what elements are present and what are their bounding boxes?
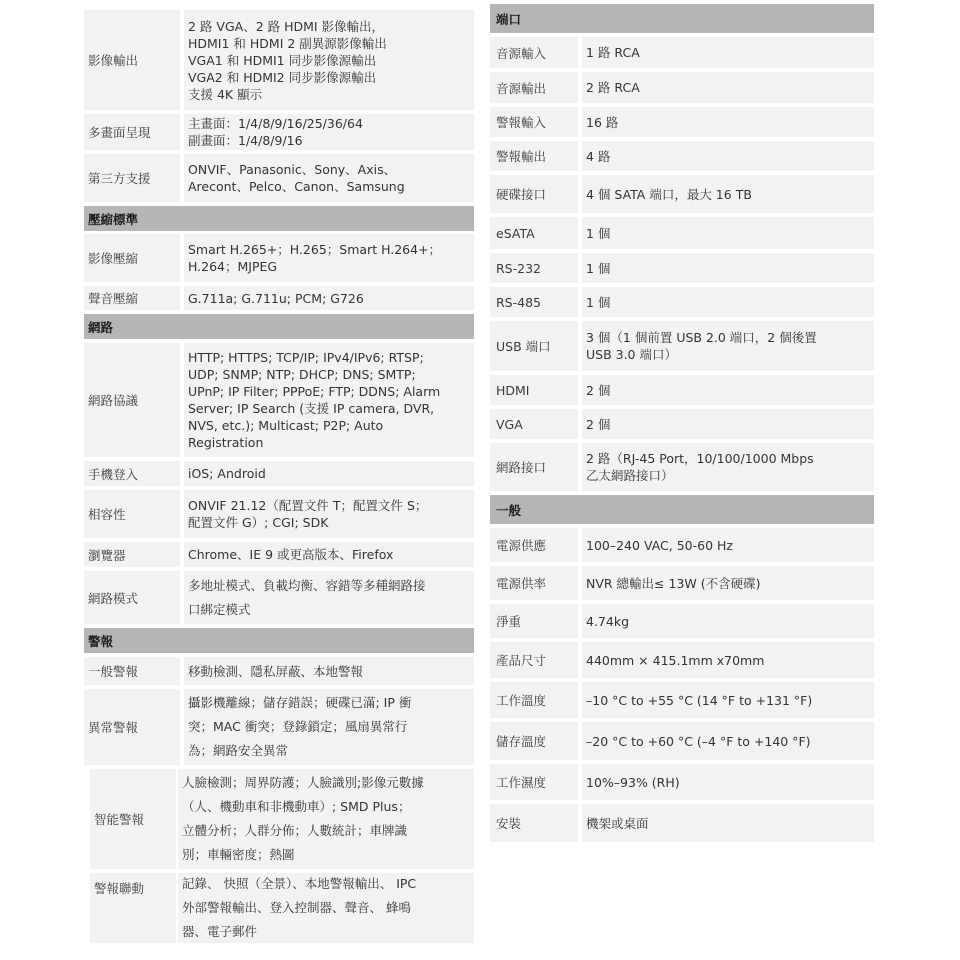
spec-value bbox=[582, 764, 874, 800]
spec-label: 異常警報 bbox=[84, 689, 180, 765]
spec-row-compatibility bbox=[84, 490, 474, 538]
spec-label: 淨重 bbox=[490, 604, 578, 638]
spec-value-text: 2 路 VGA、2 路 HDMI 影像輸出， HDMI1 和 HDMI 2 副異源影像輸出 VGA1 和 HDMI1 同步影像源輸出 VGA2 和 HDMI2 同步影像源輸出 支援 4K 顯示 bbox=[188, 18, 387, 102]
spec-row-browser bbox=[84, 542, 474, 567]
spec-label: 影像壓縮 bbox=[84, 234, 180, 282]
spec-value bbox=[582, 321, 874, 371]
spec-label: eSATA bbox=[490, 217, 578, 249]
spec-row-installation bbox=[490, 804, 874, 842]
spec-row-audio-compression bbox=[84, 286, 474, 310]
spec-row-rs232 bbox=[490, 253, 874, 283]
spec-value-text: 1 個 bbox=[586, 225, 611, 241]
spec-value-text: 機架或桌面 bbox=[586, 815, 649, 831]
spec-row-rs485 bbox=[490, 287, 874, 317]
spec-value-text: HTTP; HTTPS; TCP/IP; IPv4/IPv6; RTSP; UDP; SNMP; NTP; DHCP; DNS; SMTP; UPnP; IP Filter; PPPoE; FTP; DDNS; Alarm Server; IP Search (支援 IP camera, DVR, NVS, etc.); Multicast; P2P; Auto Registration bbox=[188, 350, 441, 450]
spec-value-text: Chrome、IE 9 或更高版本、Firefox bbox=[188, 547, 394, 562]
spec-label: 產品尺寸 bbox=[490, 642, 578, 678]
spec-value bbox=[582, 682, 874, 718]
spec-value bbox=[184, 542, 474, 567]
spec-value bbox=[178, 873, 474, 943]
spec-value bbox=[184, 10, 474, 110]
spec-value-text: 記錄、 快照（全景）、本地警報輸出、 IPC 外部警報輸出、登入控制器、聲音、 蜂鳴 器、電子郵件 bbox=[182, 876, 417, 939]
spec-label: 安裝 bbox=[490, 804, 578, 842]
spec-row-power-supply bbox=[490, 528, 874, 562]
spec-value bbox=[582, 566, 874, 600]
spec-label: 警報輸出 bbox=[490, 141, 578, 171]
spec-value bbox=[582, 604, 874, 638]
spec-value bbox=[582, 642, 874, 678]
spec-value-text: 2 路 RCA bbox=[586, 80, 640, 95]
section-header-compression: 壓縮標準 bbox=[84, 206, 474, 231]
spec-row-usb bbox=[490, 321, 874, 371]
spec-row-third-party bbox=[84, 154, 474, 202]
spec-value bbox=[582, 804, 874, 842]
spec-row-hdd-interface bbox=[490, 175, 874, 213]
spec-row-dimensions bbox=[490, 642, 874, 678]
spec-value-text: 攝影機離線；儲存錯誤；硬碟已滿; IP 衝 突；MAC 衝突；登錄鎖定；風扇異常行 為；網路安全異常 bbox=[188, 695, 412, 758]
spec-value-text: 主畫面：1/4/8/9/16/25/36/64 副畫面：1/4/8/9/16 bbox=[188, 116, 363, 148]
spec-value-text: iOS; Android bbox=[188, 466, 266, 481]
spec-value-text: 1 個 bbox=[586, 260, 611, 276]
spec-value-text: ONVIF、Panasonic、Sony、Axis、 Arecont、Pelco、Canon、Samsung bbox=[188, 162, 405, 194]
spec-row-smart-alarm bbox=[84, 769, 474, 869]
spec-label: 一般警報 bbox=[84, 657, 180, 685]
spec-row-video-compression bbox=[84, 234, 474, 282]
spec-value-text: 3 個（1 個前置 USB 2.0 端口，2 個後置 USB 3.0 端口） bbox=[586, 330, 817, 362]
spec-value bbox=[178, 769, 474, 869]
spec-value-text: 4 個 SATA 端口，最大 16 TB bbox=[586, 186, 752, 202]
spec-label: 瀏覽器 bbox=[84, 542, 180, 567]
spec-value-text: 人臉檢測；周界防護；人臉識別;影像元數據 （人、機動車和非機動車）; SMD Plus； 立體分析；人群分佈；人數統計；車牌識 別；車輛密度；熱圖 bbox=[182, 775, 424, 862]
spec-row-storage-temp bbox=[490, 722, 874, 760]
spec-label: 第三方支援 bbox=[84, 154, 180, 202]
spec-value-text: 多地址模式、負載均衡、容錯等多種網路接 口綁定模式 bbox=[188, 577, 426, 617]
spec-value bbox=[184, 571, 474, 624]
spec-value bbox=[184, 689, 474, 765]
spec-row-alarm-in bbox=[490, 107, 874, 137]
spec-row-network-protocol bbox=[84, 343, 474, 457]
spec-row-hdmi bbox=[490, 375, 874, 405]
spec-label: 聲音壓縮 bbox=[84, 286, 180, 310]
spec-value bbox=[582, 253, 874, 283]
spec-value bbox=[184, 286, 474, 310]
spec-row-operating-humidity bbox=[490, 764, 874, 800]
spec-label: 智能警報 bbox=[90, 769, 176, 869]
spec-row-alarm-out bbox=[490, 141, 874, 171]
spec-value bbox=[582, 287, 874, 317]
spec-label: 警報輸入 bbox=[490, 107, 578, 137]
spec-value-text: 2 個 bbox=[586, 416, 611, 432]
spec-label: 儲存溫度 bbox=[490, 722, 578, 760]
spec-value bbox=[184, 154, 474, 202]
spec-value-text: 2 路（RJ-45 Port，10/100/1000 Mbps 乙太網路接口） bbox=[586, 451, 814, 483]
spec-label: 多畫面呈現 bbox=[84, 114, 180, 150]
spec-row-power-consumption bbox=[490, 566, 874, 600]
spec-value bbox=[184, 657, 474, 685]
spec-value-text: Smart H.265+；H.265；Smart H.264+； H.264；MJPEG bbox=[188, 242, 442, 274]
spec-value-text: 100–240 VAC, 50-60 Hz bbox=[586, 537, 733, 553]
spec-row-multi-screen bbox=[84, 114, 474, 150]
spec-value-text: 1 路 RCA bbox=[586, 45, 640, 60]
spec-value-text: 4.74kg bbox=[586, 613, 630, 629]
section-header-general: 一般 bbox=[490, 495, 874, 524]
spec-label: VGA bbox=[490, 409, 578, 439]
spec-row-abnormal-alarm bbox=[84, 689, 474, 765]
spec-value bbox=[184, 234, 474, 282]
spec-row-audio-out bbox=[490, 72, 874, 103]
spec-value bbox=[184, 343, 474, 457]
spec-row-alarm-linkage bbox=[84, 873, 474, 943]
spec-row-audio-in bbox=[490, 37, 874, 68]
spec-value bbox=[582, 37, 874, 68]
spec-row-general-alarm bbox=[84, 657, 474, 685]
spec-label: 警報聯動 bbox=[90, 873, 176, 943]
spec-value bbox=[582, 528, 874, 562]
spec-value bbox=[582, 217, 874, 249]
spec-value-text: 4 路 bbox=[586, 148, 611, 164]
spec-value-text: ONVIF 21.12（配置文件 T；配置文件 S； 配置文件 G）; CGI; SDK bbox=[188, 498, 428, 530]
spec-row-net-weight bbox=[490, 604, 874, 638]
spec-row-mobile-login bbox=[84, 461, 474, 486]
spec-label: 電源供率 bbox=[490, 566, 578, 600]
spec-label: USB 端口 bbox=[490, 321, 578, 371]
spec-row-vga bbox=[490, 409, 874, 439]
spec-label: 工作濕度 bbox=[490, 764, 578, 800]
spec-label: 手機登入 bbox=[84, 461, 180, 486]
section-header-ports: 端口 bbox=[490, 4, 874, 33]
section-header-network: 網路 bbox=[84, 314, 474, 339]
spec-label: HDMI bbox=[490, 375, 578, 405]
spec-row-esata bbox=[490, 217, 874, 249]
spec-value bbox=[184, 114, 474, 150]
spec-label: 音源輸出 bbox=[490, 72, 578, 103]
spec-value bbox=[582, 375, 874, 405]
spec-value-text: G.711a; G.711u; PCM; G726 bbox=[188, 290, 364, 306]
spec-row-lan bbox=[490, 443, 874, 491]
spec-value-text: 16 路 bbox=[586, 114, 619, 130]
spec-value bbox=[582, 72, 874, 103]
spec-value bbox=[582, 722, 874, 760]
spec-value-text: 移動檢測、隱私屏蔽、本地警報 bbox=[188, 663, 364, 679]
spec-label: 相容性 bbox=[84, 490, 180, 538]
spec-value-text: 2 個 bbox=[586, 382, 611, 398]
spec-value-text: 440mm × 415.1mm x70mm bbox=[586, 652, 765, 668]
spec-label: RS-232 bbox=[490, 253, 578, 283]
spec-label: 網路模式 bbox=[84, 571, 180, 624]
spec-value-text: –20 °C to +60 °C (–4 °F to +140 °F) bbox=[586, 733, 811, 749]
spec-value bbox=[184, 461, 474, 486]
spec-row-video-output bbox=[84, 10, 474, 110]
spec-label: 電源供應 bbox=[490, 528, 578, 562]
spec-value bbox=[582, 443, 874, 491]
spec-value-text: –10 °C to +55 °C (14 °F to +131 °F) bbox=[586, 692, 813, 708]
spec-label: 網路接口 bbox=[490, 443, 578, 491]
spec-value bbox=[184, 490, 474, 538]
spec-label: 影像輸出 bbox=[84, 10, 180, 110]
section-header-alarm: 警報 bbox=[84, 628, 474, 653]
spec-label: 網路協議 bbox=[84, 343, 180, 457]
spec-row-network-mode bbox=[84, 571, 474, 624]
spec-label: 硬碟接口 bbox=[490, 175, 578, 213]
spec-label: 音源輸入 bbox=[490, 37, 578, 68]
spec-label: 工作溫度 bbox=[490, 682, 578, 718]
spec-value bbox=[582, 141, 874, 171]
spec-label: RS-485 bbox=[490, 287, 578, 317]
spec-value-text: 10%–93% (RH) bbox=[586, 774, 680, 790]
spec-value-text: NVR 總輸出≤ 13W (不含硬碟) bbox=[586, 575, 761, 591]
spec-value-text: 1 個 bbox=[586, 294, 611, 310]
spec-value bbox=[582, 409, 874, 439]
spec-value bbox=[582, 175, 874, 213]
spec-value bbox=[582, 107, 874, 137]
spec-row-operating-temp bbox=[490, 682, 874, 718]
